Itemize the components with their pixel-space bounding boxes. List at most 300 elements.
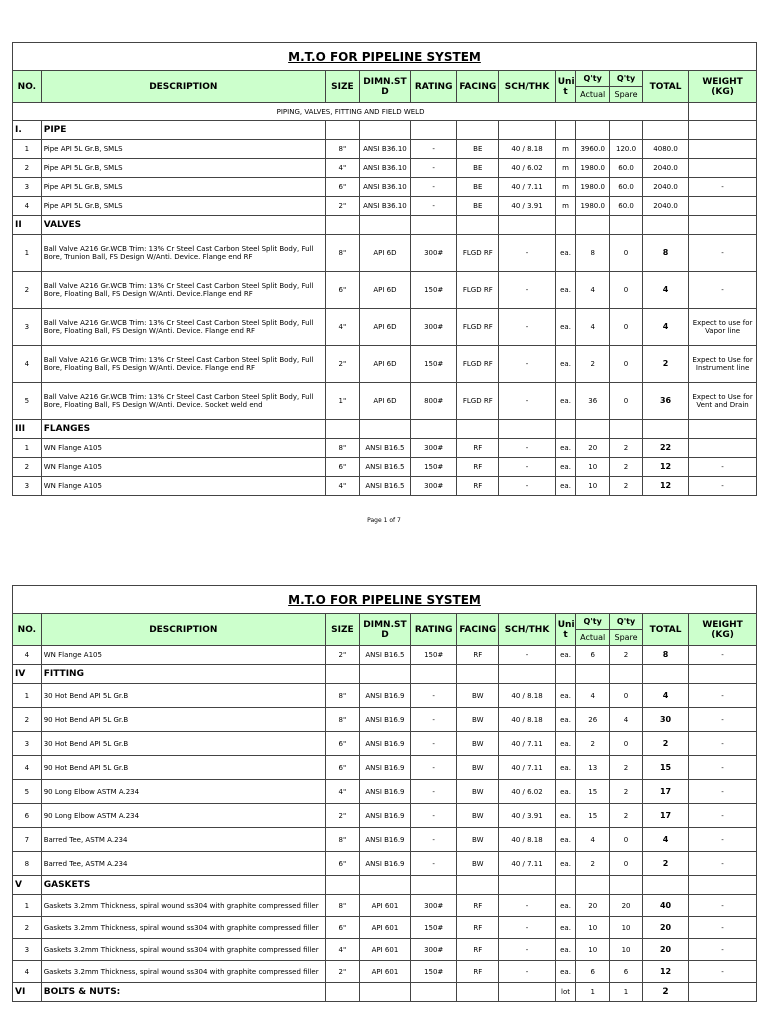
cell-description: WN Flange A105 — [41, 439, 325, 458]
mto-sheet-page-2 — [12, 585, 757, 1002]
cell-total: 20 — [642, 917, 688, 939]
empty-cell — [689, 420, 757, 439]
cell-sch-thk: - — [499, 917, 555, 939]
cell-dimn-std: ANSI B16.9 — [359, 852, 410, 876]
cell-description: Ball Valve A216 Gr.WCB Trim: 13% Cr Steel Cast Carbon Steel Split Body, Full Bore, Floating Ball, FS Design W/Anti. Device.Flange end RF — [41, 272, 325, 309]
header-description: DESCRIPTION — [41, 614, 325, 646]
header-size: SIZE — [325, 614, 359, 646]
empty-cell — [359, 665, 410, 684]
header-qty-spare: Q'ty — [610, 614, 643, 630]
cell-weight: - — [689, 804, 757, 828]
cell-dimn-std: API 601 — [359, 939, 410, 961]
cell-description: Gaskets 3.2mm Thickness, spiral wound ss304 with graphite compressed filler — [41, 895, 325, 917]
cell-dimn-std: API 6D — [359, 346, 410, 383]
cell-no: 1 — [13, 439, 42, 458]
cell-unit: ea. — [555, 732, 576, 756]
cell-description: 90 Hot Bend API 5L Gr.B — [41, 708, 325, 732]
table-row — [13, 756, 757, 780]
cell-actual: 20 — [576, 439, 610, 458]
cell-sch-thk: 40 / 8.18 — [499, 140, 555, 159]
cell-actual: 2 — [576, 732, 610, 756]
cell-rating: 150# — [411, 917, 457, 939]
cell-no: 4 — [13, 961, 42, 983]
cell-unit: ea. — [555, 828, 576, 852]
cell-no: 7 — [13, 828, 42, 852]
cell-sch-thk: 40 / 6.02 — [499, 159, 555, 178]
cell-description: WN Flange A105 — [41, 458, 325, 477]
header-weight: WEIGHT (KG) — [689, 71, 757, 103]
empty-cell — [499, 420, 555, 439]
cell-sch-thk: - — [499, 272, 555, 309]
cell-weight: - — [689, 646, 757, 665]
cell-rating: 300# — [411, 939, 457, 961]
cell-dimn-std: ANSI B16.5 — [359, 439, 410, 458]
cell-unit: ea. — [555, 756, 576, 780]
cell-spare: 0 — [610, 383, 643, 420]
cell-weight: - — [689, 235, 757, 272]
cell-unit: ea. — [555, 383, 576, 420]
empty-cell — [411, 983, 457, 1002]
cell-size: 8" — [325, 439, 359, 458]
empty-cell — [325, 420, 359, 439]
empty-cell — [576, 420, 610, 439]
cell-sch-thk: 40 / 8.18 — [499, 708, 555, 732]
empty-cell — [642, 121, 688, 140]
cell-description: Pipe API 5L Gr.B, SMLS — [41, 140, 325, 159]
cell-actual: 4 — [576, 684, 610, 708]
empty-cell — [411, 121, 457, 140]
cell-facing: FLGD RF — [457, 383, 499, 420]
cell-sch-thk: 40 / 7.11 — [499, 756, 555, 780]
cell-facing: RF — [457, 939, 499, 961]
cell-dimn-std: ANSI B16.9 — [359, 828, 410, 852]
table-row — [13, 804, 757, 828]
cell-sch-thk: - — [499, 346, 555, 383]
cell-total: 2 — [642, 732, 688, 756]
table-row — [13, 646, 757, 665]
cell-weight: - — [689, 178, 757, 197]
cell-size: 2" — [325, 346, 359, 383]
cell-no: 4 — [13, 346, 42, 383]
table-row — [13, 477, 757, 496]
cell-size: 2" — [325, 197, 359, 216]
cell-sch-thk: - — [499, 961, 555, 983]
cell-unit: ea. — [555, 346, 576, 383]
cell-rating: 300# — [411, 895, 457, 917]
empty-cell — [457, 121, 499, 140]
cell-sch-thk: 40 / 6.02 — [499, 780, 555, 804]
cell-unit: ea. — [555, 917, 576, 939]
cell-weight: - — [689, 756, 757, 780]
cell-spare: 20 — [610, 895, 643, 917]
cell-rating: 300# — [411, 309, 457, 346]
cell-weight — [689, 983, 757, 1002]
cell-unit: ea. — [555, 961, 576, 983]
cell-actual: 10 — [576, 458, 610, 477]
cell-total: 2040.0 — [642, 197, 688, 216]
cell-unit: ea. — [555, 804, 576, 828]
cell-dimn-std: ANSI B16.5 — [359, 458, 410, 477]
empty-cell — [689, 216, 757, 235]
section-subheader: PIPING, VALVES, FITTING AND FIELD WELD — [13, 103, 689, 121]
cell-rating: - — [411, 828, 457, 852]
cell-sch-thk: - — [499, 895, 555, 917]
header-no: NO. — [13, 614, 42, 646]
cell-facing: RF — [457, 961, 499, 983]
cell-total: 2040.0 — [642, 159, 688, 178]
cell-rating: 150# — [411, 646, 457, 665]
cell-spare: 2 — [610, 646, 643, 665]
header-qty-spare: Q'ty — [610, 71, 643, 87]
cell-total: 17 — [642, 804, 688, 828]
table-row — [13, 939, 757, 961]
section-number: III — [13, 420, 42, 439]
empty-cell — [576, 216, 610, 235]
empty-cell — [555, 216, 576, 235]
cell-actual: 1 — [576, 983, 610, 1002]
table-row — [13, 383, 757, 420]
empty-cell — [642, 420, 688, 439]
table-row — [13, 178, 757, 197]
header-description: DESCRIPTION — [41, 71, 325, 103]
cell-total: 2 — [642, 346, 688, 383]
cell-unit: m — [555, 140, 576, 159]
cell-no: 5 — [13, 780, 42, 804]
cell-rating: - — [411, 756, 457, 780]
cell-actual: 6 — [576, 646, 610, 665]
cell-rating: 300# — [411, 439, 457, 458]
empty-cell — [325, 121, 359, 140]
cell-spare: 0 — [610, 684, 643, 708]
header-no: NO. — [13, 71, 42, 103]
cell-dimn-std: API 601 — [359, 895, 410, 917]
cell-sch-thk: 40 / 8.18 — [499, 828, 555, 852]
cell-sch-thk: - — [499, 458, 555, 477]
cell-description: 90 Hot Bend API 5L Gr.B — [41, 756, 325, 780]
cell-weight: - — [689, 684, 757, 708]
header-qty-actual: Q'ty — [576, 614, 610, 630]
cell-facing: FLGD RF — [457, 235, 499, 272]
cell-total: 4 — [642, 272, 688, 309]
cell-rating: 150# — [411, 272, 457, 309]
empty-cell — [610, 665, 643, 684]
cell-no: 2 — [13, 917, 42, 939]
header-spare: Spare — [610, 630, 643, 646]
cell-description: Gaskets 3.2mm Thickness, spiral wound ss304 with graphite compressed filler — [41, 939, 325, 961]
table-row — [13, 235, 757, 272]
cell-dimn-std: ANSI B16.9 — [359, 804, 410, 828]
cell-size: 6" — [325, 917, 359, 939]
cell-facing: BW — [457, 804, 499, 828]
header-sch-thk: SCH/THK — [499, 614, 555, 646]
cell-spare: 60.0 — [610, 178, 643, 197]
table-row — [13, 780, 757, 804]
empty-cell — [689, 665, 757, 684]
cell-total: 12 — [642, 961, 688, 983]
cell-spare: 6 — [610, 961, 643, 983]
cell-weight: - — [689, 895, 757, 917]
empty-cell — [457, 420, 499, 439]
cell-total: 8 — [642, 235, 688, 272]
cell-spare: 2 — [610, 439, 643, 458]
cell-weight: - — [689, 477, 757, 496]
cell-actual: 15 — [576, 804, 610, 828]
cell-size: 6" — [325, 732, 359, 756]
cell-unit: ea. — [555, 458, 576, 477]
cell-actual: 10 — [576, 939, 610, 961]
cell-dimn-std: ANSI B16.9 — [359, 732, 410, 756]
cell-facing: BW — [457, 756, 499, 780]
table-row — [13, 961, 757, 983]
cell-sch-thk: 40 / 8.18 — [499, 684, 555, 708]
cell-weight — [689, 140, 757, 159]
empty-cell — [499, 216, 555, 235]
cell-total: 15 — [642, 756, 688, 780]
cell-actual: 4 — [576, 309, 610, 346]
cell-unit: m — [555, 159, 576, 178]
cell-spare: 0 — [610, 235, 643, 272]
cell-facing: BE — [457, 140, 499, 159]
cell-weight — [689, 159, 757, 178]
table-row — [13, 197, 757, 216]
table-row — [13, 346, 757, 383]
cell-facing: BE — [457, 197, 499, 216]
section-name: GASKETS — [41, 876, 325, 895]
cell-no: 1 — [13, 235, 42, 272]
cell-size: 8" — [325, 140, 359, 159]
empty-cell — [411, 876, 457, 895]
cell-facing: BW — [457, 684, 499, 708]
header-unit: Uni t — [555, 71, 576, 103]
cell-total: 30 — [642, 708, 688, 732]
cell-description: Barred Tee, ASTM A.234 — [41, 828, 325, 852]
empty-cell — [610, 420, 643, 439]
header-sch-thk: SCH/THK — [499, 71, 555, 103]
empty-cell — [689, 103, 757, 121]
cell-size: 8" — [325, 828, 359, 852]
cell-size: 8" — [325, 684, 359, 708]
cell-actual: 26 — [576, 708, 610, 732]
cell-no: 4 — [13, 756, 42, 780]
table-row — [13, 708, 757, 732]
cell-total: 17 — [642, 780, 688, 804]
cell-description: Pipe API 5L Gr.B, SMLS — [41, 197, 325, 216]
cell-actual: 20 — [576, 895, 610, 917]
empty-cell — [555, 121, 576, 140]
cell-rating: - — [411, 178, 457, 197]
empty-cell — [610, 121, 643, 140]
cell-rating: 800# — [411, 383, 457, 420]
cell-size: 4" — [325, 159, 359, 178]
section-name: PIPE — [41, 121, 325, 140]
cell-actual: 10 — [576, 917, 610, 939]
cell-no: 1 — [13, 895, 42, 917]
empty-cell — [325, 876, 359, 895]
cell-total: 8 — [642, 646, 688, 665]
cell-total: 36 — [642, 383, 688, 420]
cell-rating: - — [411, 684, 457, 708]
cell-sch-thk: - — [499, 646, 555, 665]
cell-description: Gaskets 3.2mm Thickness, spiral wound ss304 with graphite compressed filler — [41, 961, 325, 983]
cell-no: 1 — [13, 140, 42, 159]
cell-rating: - — [411, 708, 457, 732]
section-number: I. — [13, 121, 42, 140]
empty-cell — [499, 121, 555, 140]
empty-cell — [576, 665, 610, 684]
empty-cell — [359, 983, 410, 1002]
section-name: VALVES — [41, 216, 325, 235]
cell-weight: - — [689, 961, 757, 983]
table-title: M.T.O FOR PIPELINE SYSTEM — [288, 592, 481, 607]
cell-weight: Expect to use for Vapor line — [689, 309, 757, 346]
cell-actual: 3960.0 — [576, 140, 610, 159]
cell-sch-thk: 40 / 3.91 — [499, 804, 555, 828]
cell-no: 6 — [13, 804, 42, 828]
cell-rating: - — [411, 140, 457, 159]
cell-rating: - — [411, 780, 457, 804]
empty-cell — [457, 876, 499, 895]
cell-total: 4 — [642, 309, 688, 346]
empty-cell — [325, 983, 359, 1002]
empty-cell — [555, 665, 576, 684]
empty-cell — [359, 420, 410, 439]
cell-size: 8" — [325, 235, 359, 272]
section-number: II — [13, 216, 42, 235]
header-facing: FACING — [457, 614, 499, 646]
empty-cell — [642, 876, 688, 895]
cell-spare: 0 — [610, 828, 643, 852]
cell-sch-thk: 40 / 7.11 — [499, 178, 555, 197]
header-dimn-std: DIMN.ST D — [359, 614, 410, 646]
table-row — [13, 895, 757, 917]
header-qty-actual: Q'ty — [576, 71, 610, 87]
table-title: M.T.O FOR PIPELINE SYSTEM — [288, 49, 481, 64]
cell-no: 1 — [13, 684, 42, 708]
cell-no: 4 — [13, 197, 42, 216]
empty-cell — [325, 216, 359, 235]
empty-cell — [499, 876, 555, 895]
cell-unit: ea. — [555, 477, 576, 496]
cell-rating: 150# — [411, 346, 457, 383]
cell-spare: 2 — [610, 780, 643, 804]
empty-cell — [359, 121, 410, 140]
empty-cell — [457, 216, 499, 235]
cell-weight: - — [689, 272, 757, 309]
cell-actual: 4 — [576, 828, 610, 852]
table-row — [13, 272, 757, 309]
cell-facing: RF — [457, 646, 499, 665]
cell-facing: BW — [457, 828, 499, 852]
section-name: BOLTS & NUTS: — [41, 983, 325, 1002]
header-facing: FACING — [457, 71, 499, 103]
cell-facing: FLGD RF — [457, 309, 499, 346]
empty-cell — [689, 121, 757, 140]
cell-unit: ea. — [555, 939, 576, 961]
cell-total: 20 — [642, 939, 688, 961]
cell-rating: - — [411, 804, 457, 828]
header-total: TOTAL — [642, 614, 688, 646]
cell-unit: ea. — [555, 708, 576, 732]
page-footer: Page 1 of 7 — [367, 517, 401, 524]
table-row — [13, 917, 757, 939]
cell-description: 30 Hot Bend API 5L Gr.B — [41, 684, 325, 708]
cell-facing: FLGD RF — [457, 272, 499, 309]
cell-dimn-std: ANSI B16.9 — [359, 780, 410, 804]
cell-size: 2" — [325, 961, 359, 983]
cell-spare: 1 — [610, 983, 643, 1002]
cell-actual: 13 — [576, 756, 610, 780]
cell-facing: RF — [457, 917, 499, 939]
cell-actual: 1980.0 — [576, 197, 610, 216]
cell-spare: 2 — [610, 804, 643, 828]
cell-weight: - — [689, 732, 757, 756]
cell-actual: 8 — [576, 235, 610, 272]
section-name: FITTING — [41, 665, 325, 684]
header-unit: Uni t — [555, 614, 576, 646]
cell-rating: - — [411, 732, 457, 756]
cell-description: Ball Valve A216 Gr.WCB Trim: 13% Cr Steel Cast Carbon Steel Split Body, Full Bore, Floating Ball, FS Design W/Anti. Device. Flange end RF — [41, 309, 325, 346]
empty-cell — [555, 420, 576, 439]
cell-actual: 4 — [576, 272, 610, 309]
table-row — [13, 159, 757, 178]
cell-dimn-std: API 601 — [359, 961, 410, 983]
cell-spare: 0 — [610, 732, 643, 756]
header-actual: Actual — [576, 87, 610, 103]
empty-cell — [325, 665, 359, 684]
cell-facing: BE — [457, 159, 499, 178]
cell-total: 4 — [642, 828, 688, 852]
cell-sch-thk: - — [499, 309, 555, 346]
cell-total: 2 — [642, 983, 688, 1002]
header-size: SIZE — [325, 71, 359, 103]
cell-no: 5 — [13, 383, 42, 420]
cell-spare: 2 — [610, 756, 643, 780]
cell-dimn-std: ANSI B16.9 — [359, 708, 410, 732]
cell-facing: BW — [457, 780, 499, 804]
header-total: TOTAL — [642, 71, 688, 103]
cell-facing: FLGD RF — [457, 346, 499, 383]
cell-size: 6" — [325, 852, 359, 876]
cell-rating: 150# — [411, 961, 457, 983]
table-row — [13, 458, 757, 477]
cell-actual: 2 — [576, 346, 610, 383]
cell-unit: lot — [555, 983, 576, 1002]
cell-description: Gaskets 3.2mm Thickness, spiral wound ss304 with graphite compressed filler — [41, 917, 325, 939]
cell-total: 2040.0 — [642, 178, 688, 197]
empty-cell — [576, 121, 610, 140]
header-rating: RATING — [411, 614, 457, 646]
cell-rating: - — [411, 852, 457, 876]
cell-dimn-std: API 6D — [359, 235, 410, 272]
cell-unit: ea. — [555, 684, 576, 708]
cell-spare: 120.0 — [610, 140, 643, 159]
mto-table — [12, 585, 757, 1002]
cell-no: 4 — [13, 646, 42, 665]
cell-size: 8" — [325, 895, 359, 917]
cell-size: 6" — [325, 458, 359, 477]
empty-cell — [610, 216, 643, 235]
empty-cell — [411, 665, 457, 684]
empty-cell — [457, 665, 499, 684]
cell-total: 12 — [642, 458, 688, 477]
cell-spare: 0 — [610, 346, 643, 383]
cell-description: 30 Hot Bend API 5L Gr.B — [41, 732, 325, 756]
mto-table — [12, 42, 757, 496]
cell-spare: 4 — [610, 708, 643, 732]
cell-sch-thk: - — [499, 939, 555, 961]
cell-actual: 1980.0 — [576, 178, 610, 197]
cell-dimn-std: API 601 — [359, 917, 410, 939]
